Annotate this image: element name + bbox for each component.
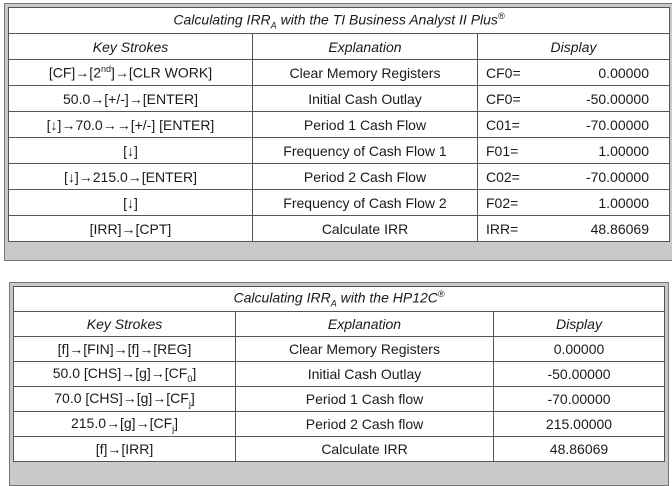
hp-keys-3-b: ] xyxy=(190,389,195,406)
hp-value-4: 215.00000 xyxy=(494,412,665,437)
hp-value-3: -70.00000 xyxy=(494,387,665,412)
ti-display-5 xyxy=(478,164,670,190)
ti-display-4 xyxy=(478,138,670,164)
hp-explanation-3: Period 1 Cash flow xyxy=(236,387,494,412)
ti-keys-1-b: ]→[CLR WORK] xyxy=(111,64,213,81)
ti-row-1 xyxy=(9,60,670,86)
ti-explanation-6: Frequency of Cash Flow 2 xyxy=(253,190,478,216)
ti-display-3 xyxy=(478,112,670,138)
ti-value-2: -50.00000 xyxy=(585,90,649,107)
hp-keys-3 xyxy=(14,387,236,412)
hp-keys-1: [f]→[FIN]→[f]→[REG] xyxy=(14,337,236,362)
ti-explanation-3: Period 1 Cash Flow xyxy=(253,112,478,138)
ti-reg-6: F02= xyxy=(486,194,519,211)
ti-row-7 xyxy=(9,216,670,242)
hp-header-display: Display xyxy=(494,312,665,337)
ti-display-7 xyxy=(478,216,670,242)
hp-keys-4-a: 215.0→[g]→[CF xyxy=(70,414,173,431)
hp-keys-2-b: ] xyxy=(192,364,197,381)
ti-title-rest: with the TI Business Analyst II Plus xyxy=(276,11,498,28)
ti-keys-7: [IRR]→[CPT] xyxy=(9,216,253,242)
ti-title-text: Calculating IRR xyxy=(173,11,271,28)
hp-header-keys: Key Strokes xyxy=(14,312,236,337)
ti-explanation-2: Initial Cash Outlay xyxy=(253,86,478,112)
hp-row-3 xyxy=(14,387,665,412)
ti-value-4: 1.00000 xyxy=(598,142,649,159)
hp-row-5 xyxy=(14,437,665,462)
ti-keys-6: [↓] xyxy=(9,190,253,216)
ti-reg-4: F01= xyxy=(486,142,519,159)
ti-keys-2: 50.0→[+/-]→[ENTER] xyxy=(9,86,253,112)
hp-value-5: 48.86069 xyxy=(494,437,665,462)
hp-title-sub: A xyxy=(330,298,337,309)
ti-row-2 xyxy=(9,86,670,112)
hp-explanation-4: Period 2 Cash flow xyxy=(236,412,494,437)
ti-value-5: -70.00000 xyxy=(585,168,649,185)
ti-row-6 xyxy=(9,190,670,216)
ti-explanation-7: Calculate IRR xyxy=(253,216,478,242)
ti-keys-3: [↓]→70.0→→[+/-] [ENTER] xyxy=(9,112,253,138)
ti-value-1: 0.00000 xyxy=(598,64,649,81)
ti-header-keys: Key Strokes xyxy=(9,34,253,60)
ti-explanation-4: Frequency of Cash Flow 1 xyxy=(253,138,478,164)
ti-value-3: -70.00000 xyxy=(585,116,649,133)
ti-row-3 xyxy=(9,112,670,138)
ti-irr-table xyxy=(4,3,672,261)
hp-row-4 xyxy=(14,412,665,437)
hp-keys-4-b: ] xyxy=(174,414,179,431)
ti-reg-2: CF0= xyxy=(486,90,521,107)
ti-explanation-1: Clear Memory Registers xyxy=(253,60,478,86)
hp-irr-table xyxy=(9,282,669,486)
hp-value-1: 0.00000 xyxy=(494,337,665,362)
hp-title-rest: with the HP12C xyxy=(336,289,438,306)
ti-title-sub: A xyxy=(270,20,277,31)
hp-keys-2 xyxy=(14,362,236,387)
hp-header-explanation: Explanation xyxy=(236,312,494,337)
hp-table-title xyxy=(14,287,665,312)
ti-reg-3: C01= xyxy=(486,116,520,133)
ti-keys-1-sup: nd xyxy=(100,64,111,75)
hp-keys-3-a: 70.0 [CHS]→[g]→[CF xyxy=(54,389,189,406)
hp-keys-4 xyxy=(14,412,236,437)
hp-keys-4-sub: j xyxy=(172,423,175,434)
hp-row-2 xyxy=(14,362,665,387)
ti-table-title xyxy=(9,8,670,34)
hp-keys-2-sub: 0 xyxy=(187,373,193,384)
ti-display-2 xyxy=(478,86,670,112)
ti-reg-5: C02= xyxy=(486,168,520,185)
ti-keys-1 xyxy=(9,60,253,86)
ti-explanation-5: Period 2 Cash Flow xyxy=(253,164,478,190)
hp-title-text: Calculating IRR xyxy=(233,289,331,306)
ti-row-5 xyxy=(9,164,670,190)
ti-reg-7: IRR= xyxy=(486,220,519,237)
hp-explanation-5: Calculate IRR xyxy=(236,437,494,462)
hp-keys-3-sub: j xyxy=(188,398,191,409)
ti-keys-4: [↓] xyxy=(9,138,253,164)
hp-title-mark: ® xyxy=(437,289,445,300)
hp-value-2: -50.00000 xyxy=(494,362,665,387)
ti-header-display: Display xyxy=(478,34,670,60)
hp-row-1 xyxy=(14,337,665,362)
ti-keys-5: [↓]→215.0→[ENTER] xyxy=(9,164,253,190)
ti-title-mark: ® xyxy=(497,10,505,21)
ti-display-1 xyxy=(478,60,670,86)
hp-keys-2-a: 50.0 [CHS]→[g]→[CF xyxy=(52,364,188,381)
ti-display-6 xyxy=(478,190,670,216)
ti-row-4 xyxy=(9,138,670,164)
hp-explanation-1: Clear Memory Registers xyxy=(236,337,494,362)
ti-keys-1-a: [CF]→[2 xyxy=(48,64,101,81)
ti-value-7: 48.86069 xyxy=(590,220,649,237)
hp-explanation-2: Initial Cash Outlay xyxy=(236,362,494,387)
hp-keys-5: [f]→[IRR] xyxy=(14,437,236,462)
ti-header-explanation: Explanation xyxy=(253,34,478,60)
ti-value-6: 1.00000 xyxy=(598,194,649,211)
ti-reg-1: CF0= xyxy=(486,64,521,81)
